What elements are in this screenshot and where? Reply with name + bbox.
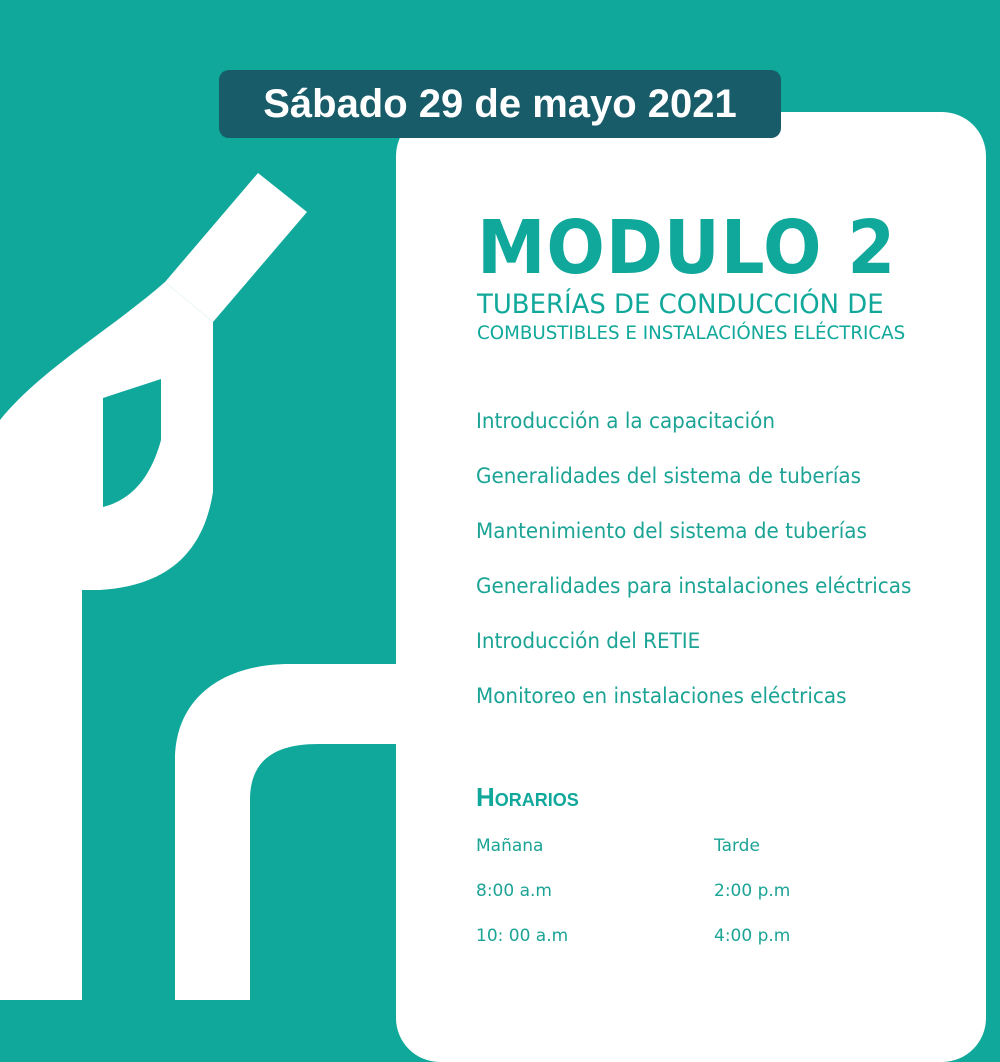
schedule-time: 2:00 p.m (714, 881, 791, 901)
topic-item: Introducción a la capacitación (476, 409, 775, 433)
schedule-morning-label: Mañana (476, 836, 544, 856)
topic-item: Introducción del RETIE (476, 629, 701, 653)
date-banner: Sábado 29 de mayo 2021 (219, 70, 781, 138)
module-title: MODULO 2 (477, 205, 897, 291)
topic-item: Generalidades del sistema de tuberías (476, 464, 862, 488)
topic-item: Monitoreo en instalaciones eléctricas (476, 684, 847, 708)
module-subtitle-line2: COMBUSTIBLES E INSTALACIÓNES ELÉCTRICAS (477, 322, 906, 344)
topics-list (476, 404, 934, 734)
schedule-time: 4:00 p.m (714, 926, 791, 946)
schedule-afternoon-label: Tarde (714, 836, 760, 856)
schedule-time: 10: 00 a.m (476, 926, 569, 946)
module-subtitle-line1: TUBERÍAS DE CONDUCCIÓN DE (477, 289, 884, 320)
schedule-heading: Horarios (476, 782, 579, 812)
schedule-time: 8:00 a.m (476, 881, 552, 901)
topic-item: Generalidades para instalaciones eléctricas (476, 574, 912, 598)
topic-item: Mantenimiento del sistema de tuberías (476, 519, 867, 543)
schedule-afternoon-column (714, 832, 790, 967)
schedule-morning-column (476, 832, 568, 967)
